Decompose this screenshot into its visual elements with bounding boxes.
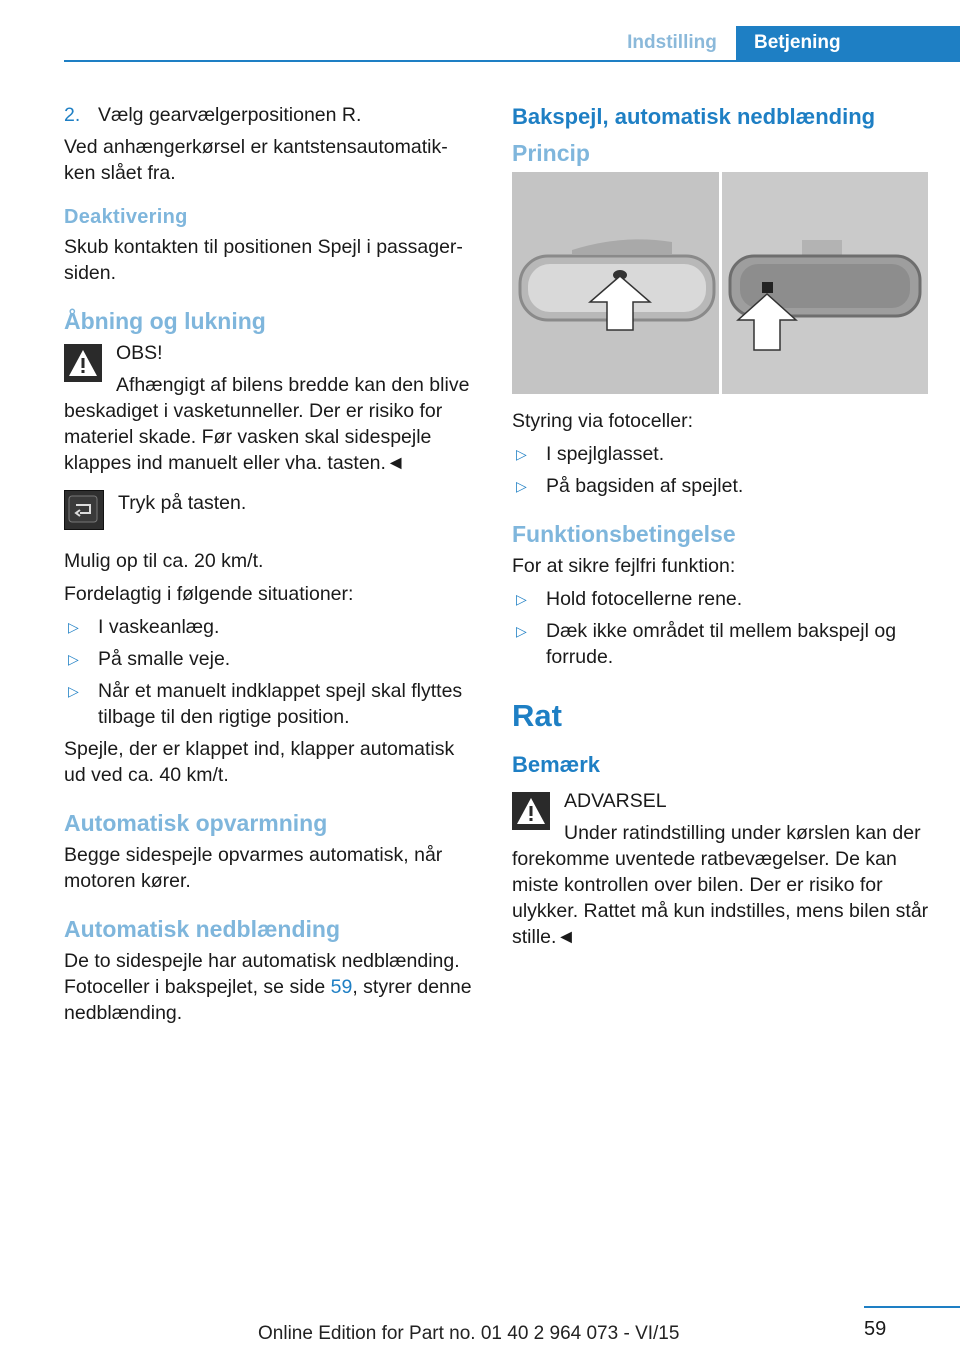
warning-icon: [64, 344, 102, 382]
left-column: [64, 102, 478, 1033]
situation-list: [64, 614, 478, 730]
advantage-text: Fordelagtig i følgende situationer:: [64, 583, 354, 605]
list-item: ▷ I vaskeanlæg.: [68, 616, 220, 638]
bullet-triangle-icon: ▷: [516, 478, 527, 494]
auto-unfold-text: Spejle, der er klappet ind, klapper automatisk ud ved ca. 40 km/t.: [64, 738, 455, 786]
button-instruction: [64, 490, 478, 530]
press-text: Tryk på tasten.: [118, 492, 247, 514]
tab-betjening[interactable]: Betjening: [736, 26, 960, 62]
step-text: Vælg gearvælgerpositionen R.: [98, 104, 362, 126]
mirror-illustration: [512, 172, 928, 394]
bullet-triangle-icon: ▷: [68, 683, 79, 699]
function-list: [512, 586, 930, 670]
photo-intro: Styring via fotoceller:: [512, 410, 693, 432]
list-item: ▷ Hold fotocellerne rene.: [516, 588, 743, 610]
list-item: ▷ I spejlglasset.: [516, 443, 665, 465]
warning-icon: [512, 792, 550, 830]
bullet-triangle-icon: ▷: [516, 446, 527, 462]
bullet-triangle-icon: ▷: [516, 591, 527, 607]
deaktivering-heading: Deaktivering: [64, 206, 188, 228]
principle-heading: Princip: [512, 140, 590, 166]
bullet-triangle-icon: ▷: [68, 619, 79, 635]
mirror-fold-button-icon: [64, 490, 104, 530]
photocell-list: [512, 441, 930, 499]
step-number: 2.: [64, 104, 81, 126]
note-heading: Bemærk: [512, 752, 601, 777]
page-link[interactable]: 59: [330, 976, 353, 998]
list-item: ▷ Dæk ikke området til mellem bakspejl og forrude.: [516, 620, 897, 668]
heating-text: Begge sidespejle opvarmes automatisk, når motoren kører.: [64, 844, 443, 892]
footer-rule: [864, 1306, 960, 1308]
dimming-heading: Automatisk nedblænding: [64, 916, 340, 942]
step-note: Ved anhængerkørsel er kantstensautomatik-ken slået fra.: [64, 136, 448, 184]
opening-heading: Åbning og lukning: [64, 308, 266, 334]
warning-text: Under ratindstilling under kørslen kan der forekomme uventede ratbevægelser. De kan miste kontrollen over bilen. Der er risiko for ulykker. Rattet må kun indstilles, mens bilen står stille.◄: [512, 822, 929, 948]
function-heading: Funktionsbetingelse: [512, 521, 736, 547]
obs-title: OBS!: [116, 342, 163, 364]
warning-title: ADVARSEL: [564, 790, 667, 812]
function-intro: For at sikre fejlfri funktion:: [512, 555, 736, 577]
bullet-triangle-icon: ▷: [68, 651, 79, 667]
right-column: [512, 102, 930, 957]
dimming-text: De to sidespejle har automatisk nedblænding. Fotoceller i bakspejlet, se side 59, styrer denne nedblænding.: [64, 950, 472, 1024]
step-2: [64, 102, 478, 128]
header-rule: [64, 60, 960, 62]
deaktivering-text: Skub kontakten til positionen Spejl i passager-siden.: [64, 236, 463, 284]
bullet-triangle-icon: ▷: [516, 623, 527, 639]
list-item: ▷ På bagsiden af spejlet.: [516, 475, 744, 497]
rearview-heading: Bakspejl, automatisk nedblænding: [512, 104, 876, 129]
steering-wheel-heading: Rat: [512, 698, 562, 733]
heating-heading: Automatisk opvarmning: [64, 810, 328, 836]
speed-text: Mulig op til ca. 20 km/t.: [64, 550, 264, 572]
obs-text: Afhængigt af bilens bredde kan den blive beskadiget i vasketunneller. Der er risiko for materiel skade. Før vasken skal sidespejle klappes ind manuelt eller vha. tasten.◄: [64, 374, 470, 474]
edition-text: Online Edition for Part no. 01 40 2 964 073 - VI/15: [258, 1323, 680, 1344]
warning-notice: [512, 788, 930, 950]
obs-notice: [64, 340, 478, 476]
page-number: 59: [864, 1318, 887, 1340]
list-item: ▷ Når et manuelt indklappet spejl skal flyttes tilbage til den rigtige position.: [68, 680, 463, 728]
list-item: ▷ På smalle veje.: [68, 648, 231, 670]
tab-indstilling[interactable]: Indstilling: [627, 32, 717, 53]
